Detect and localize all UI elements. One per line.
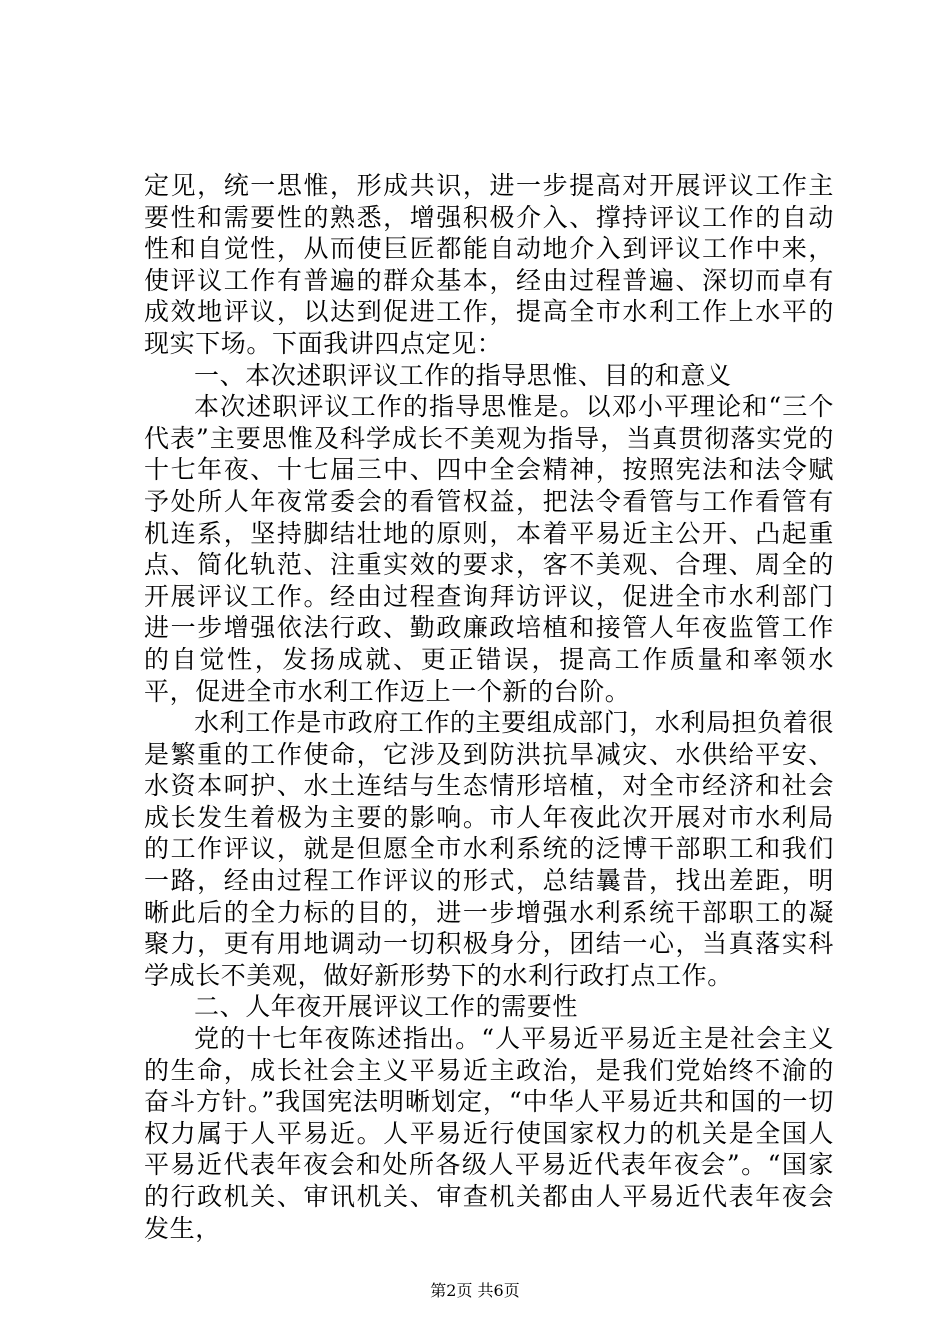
paragraph-4: 党的十七年夜陈述指出。“人平易近平易近主是社会主义的生命，成长社会主义平易近主政治，是我们党始终不渝的奋斗方针。”我国宪法明晰划定，“中华人平易近共和国的一切权力属于人平易近。人平易近行使国家权力的机关是全国人平易近代表年夜会和处所各级人平易近代表年夜会”。“国家的行政机关、审讯机关、审查机关都由人平易近代表年夜会发生， xyxy=(144,1024,834,1243)
paragraph-1: 定见，统一思惟，形成共识，进一步提高对开展评议工作主要性和需要性的熟悉，增强积极介入、撑持评议工作的自动性和自觉性，从而使巨匠都能自动地介入到评议工作中来，使评议工作有普遍的群众基本，经由过程普遍、深切而卓有成效地评议，以达到促进工作，提高全市水利工作上水平的现实下场。下面我讲四点定见： xyxy=(144,171,834,358)
page-footer xyxy=(0,1281,950,1301)
paragraph-2: 本次述职评议工作的指导思惟是。以邓小平理论和“三个代表”主要思惟及科学成长不美观为指导，当真贯彻落实党的十七年夜、十七届三中、四中全会精神，按照宪法和法令赋予处所人年夜常委会的看管权益，把法令看管与工作看管有机连系，坚持脚结壮地的原则，本着平易近主公开、凸起重点、简化轨范、注重实效的要求，客不美观、合理、周全的开展评议工作。经由过程查询拜访评议，促进全市水利部门进一步增强依法行政、勤政廉政培植和接管人年夜监管工作的自觉性，发扬成就、更正错误，提高工作质量和率领水平，促进全市水利工作迈上一个新的台阶。 xyxy=(144,392,834,706)
section-heading-1: 一、本次述职评议工作的指导思惟、目的和意义 xyxy=(194,360,732,390)
document-body xyxy=(144,170,834,1244)
section-heading-2: 二、人年夜开展评议工作的需要性 xyxy=(194,992,579,1022)
paragraph-3: 水利工作是市政府工作的主要组成部门，水利局担负着很是繁重的工作使命，它涉及到防洪抗旱减灾、水供给平安、水资本呵护、水土连结与生态情形培植，对全市经济和社会成长发生着极为主要的影响。市人年夜此次开展对市水利局的工作评议，就是但愿全市水利系统的泛博干部职工和我们一路，经由过程工作评议的形式，总结曩昔，找出差距，明晰此后的全力标的目的，进一步增强水利系统干部职工的凝聚力，更有用地调动一切积极身分，团结一心，当真落实科学成长不美观，做好新形势下的水利行政打点工作。 xyxy=(144,708,835,990)
page-number-label: 第2页 共6页 xyxy=(430,1281,520,1300)
